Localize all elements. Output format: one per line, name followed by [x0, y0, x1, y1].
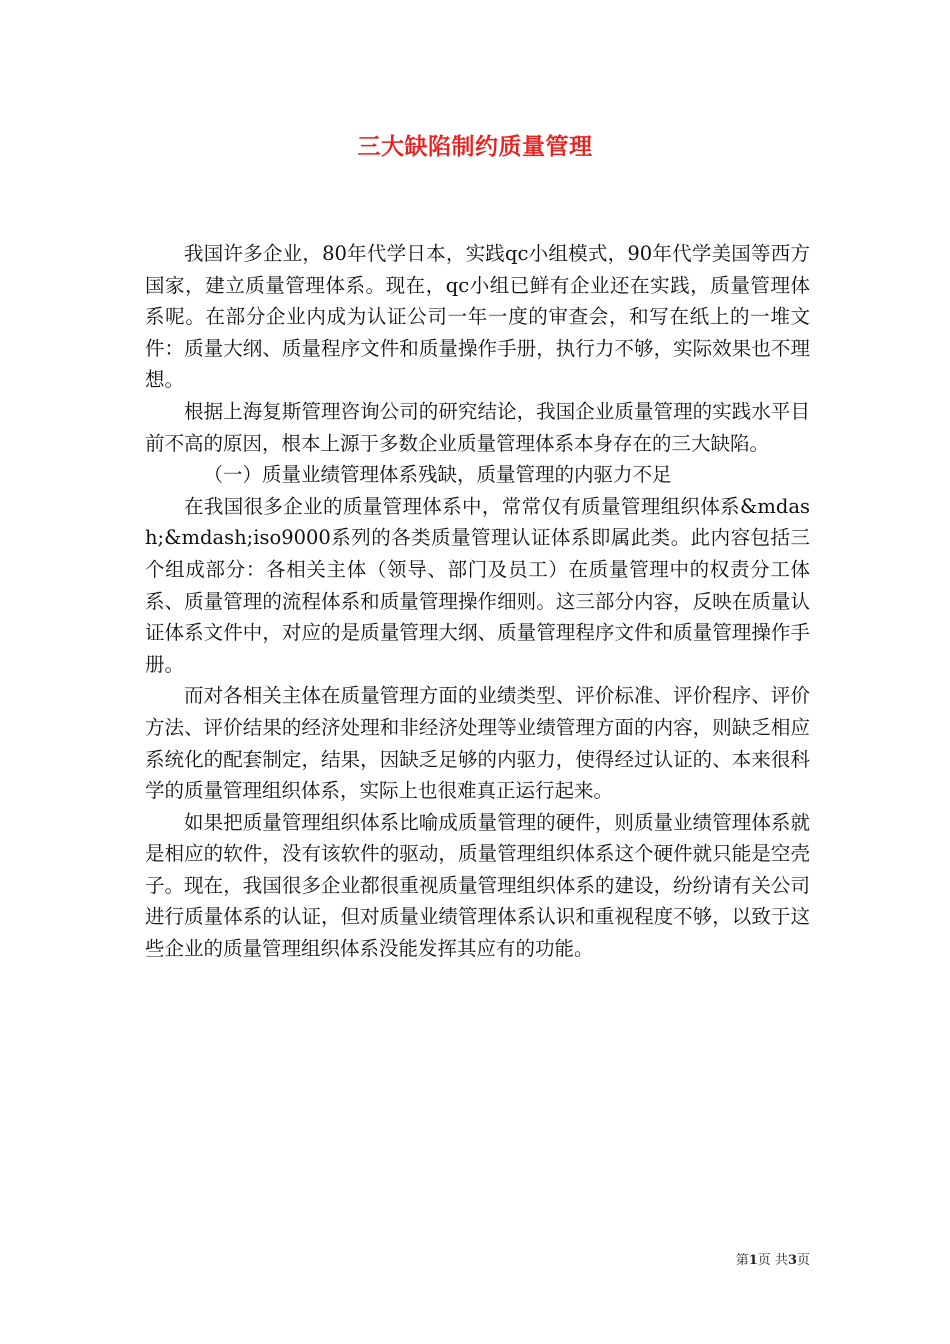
paragraph: 而对各相关主体在质量管理方面的业绩类型、评价标准、评价程序、评价方法、评价结果的经济处理和非经济处理等业绩管理方面的内容，则缺乏相应系统化的配套制定，结果，因缺乏足够的内驱力，使得经过认证的、本来很科学的质量管理组织体系，实际上也很难真正运行起来。: [145, 684, 810, 803]
current-page-number: 1: [748, 1253, 758, 1268]
paragraph: 在我国很多企业的质量管理体系中，常常仅有质量管理组织体系&mdash;&mdash;iso9000系列的各类质量管理认证体系即属此类。此内容包括三个组成部分：各相关主体（领导、部门及员工）在质量管理中的权责分工体系、质量管理的流程体系和质量管理操作细则。这三部分内容，反映在质量认证体系文件中，对应的是质量管理大纲、质量管理程序文件和质量管理操作手册。: [145, 494, 810, 676]
page-number-footer: [0, 1249, 810, 1268]
section-heading: （一）质量业绩管理体系残缺，质量管理的内驱力不足: [203, 463, 672, 487]
footer-prefix: 第: [735, 1253, 749, 1268]
document-body: [145, 238, 810, 965]
footer-suffix: 页: [796, 1253, 810, 1268]
paragraph: 我国许多企业，80年代学日本，实践qc小组模式，90年代学美国等西方国家，建立质量管理体系。现在，qc小组已鲜有企业还在实践，质量管理体系呢。在部分企业内成为认证公司一年一度的审查会，和写在纸上的一堆文件：质量大纲、质量程序文件和质量操作手册，执行力不够，实际效果也不理想。: [145, 242, 810, 392]
paragraph: 根据上海复斯管理咨询公司的研究结论，我国企业质量管理的实践水平目前不高的原因，根本上源于多数企业质量管理体系本身存在的三大缺陷。: [145, 399, 810, 455]
document-title: 三大缺陷制约质量管理: [357, 133, 593, 160]
footer-middle: 页 共: [757, 1253, 788, 1268]
paragraph: 如果把质量管理组织体系比喻成质量管理的硬件，则质量业绩管理体系就是相应的软件，没有该软件的驱动，质量管理组织体系这个硬件就只能是空壳子。现在，我国很多企业都很重视质量管理组织体系的建设，纷纷请有关公司进行质量体系的认证，但对质量业绩管理体系认识和重视程度不够，以致于这些企业的质量管理组织体系没能发挥其应有的功能。: [145, 810, 810, 961]
total-pages-number: 3: [787, 1253, 797, 1268]
